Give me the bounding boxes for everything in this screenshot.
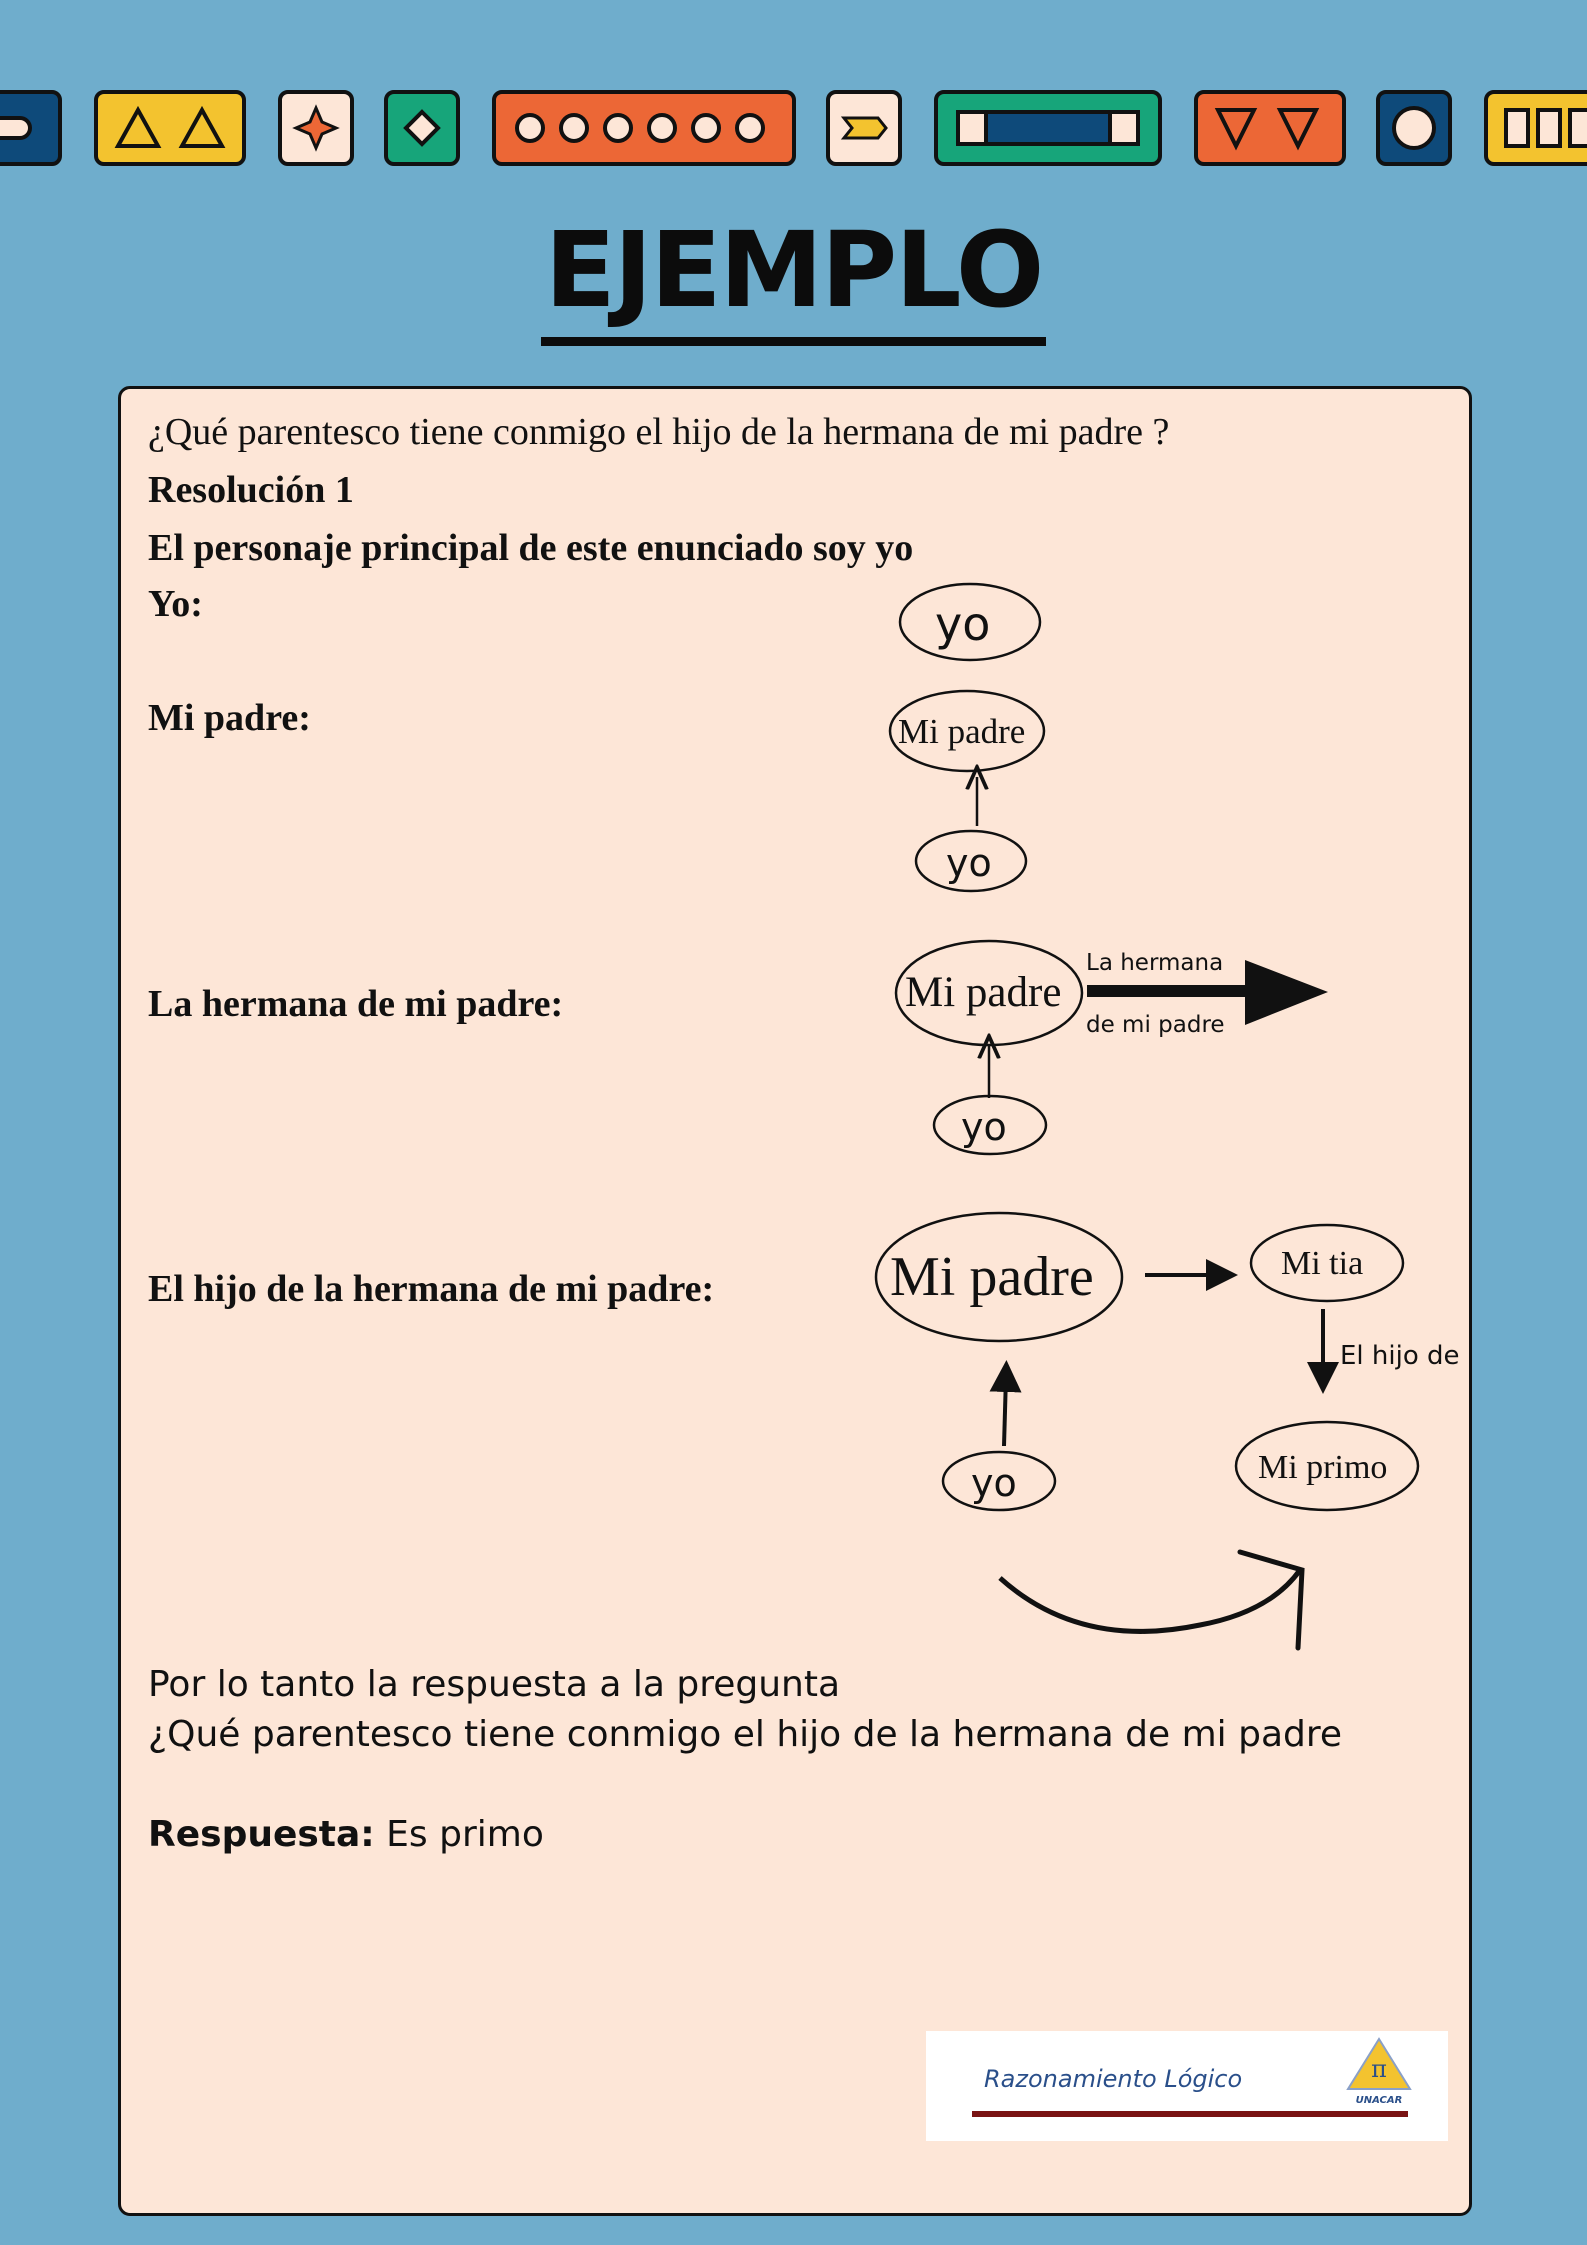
label-yo-4: yo: [971, 1461, 1017, 1505]
resolution-heading: Resolución 1: [148, 469, 354, 511]
unacar-logo-icon: [1344, 2037, 1414, 2109]
label-de-mi-padre: de mi padre: [1086, 1012, 1225, 1038]
label-mi-tia: Mi tia: [1281, 1245, 1364, 1282]
step-label-hermana: La hermana de mi padre:: [148, 983, 564, 1025]
step-label-mi-padre: Mi padre:: [148, 697, 311, 739]
logo-banner: [926, 2031, 1448, 2141]
logo-badge-text: UNACAR: [1355, 2095, 1403, 2106]
logo-pi-symbol: π: [1371, 2055, 1387, 2083]
logo-text: Razonamiento Lógico: [984, 2065, 1243, 2093]
label-el-hijo-de: El hijo de: [1340, 1341, 1460, 1371]
label-mi-primo: Mi primo: [1258, 1449, 1388, 1486]
answer-value: Es primo: [386, 1814, 544, 1855]
label-mi-padre-3: Mi padre: [905, 969, 1062, 1016]
label-la-hermana: La hermana: [1086, 950, 1224, 976]
answer-line: [148, 1814, 544, 1855]
page-title: EJEMPLO: [0, 218, 1587, 322]
label-yo-2: yo: [946, 841, 992, 885]
logo-underline: [972, 2111, 1408, 2117]
label-mi-padre-2: Mi padre: [898, 712, 1026, 751]
label-yo-3: yo: [961, 1105, 1007, 1149]
step-label-hijo: El hijo de la hermana de mi padre:: [148, 1268, 715, 1310]
conclusion-line-2: ¿Qué parentesco tiene conmigo el hijo de la hermana de mi padre: [148, 1714, 1343, 1755]
main-character-text: El personaje principal de este enunciado soy yo: [148, 527, 914, 569]
step-label-yo: Yo:: [148, 583, 203, 625]
answer-label: Respuesta:: [148, 1814, 375, 1855]
curved-arrow: [1000, 1570, 1300, 1631]
question-text: ¿Qué parentesco tiene conmigo el hijo de la hermana de mi padre ?: [148, 411, 1170, 453]
label-yo-1: yo: [935, 597, 991, 651]
label-mi-padre-4: Mi padre: [890, 1246, 1094, 1308]
conclusion-line-1: Por lo tanto la respuesta a la pregunta: [148, 1664, 841, 1705]
